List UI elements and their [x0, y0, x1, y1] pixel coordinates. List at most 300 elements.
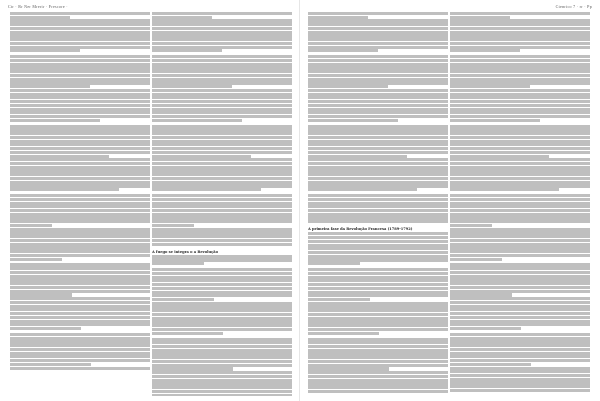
text-line [10, 293, 72, 296]
text-line [10, 282, 150, 285]
text-line [10, 271, 150, 274]
text-line [152, 205, 292, 208]
text-line [152, 96, 292, 99]
text-line [450, 93, 590, 96]
text-line [152, 235, 292, 238]
text-line [308, 151, 448, 154]
text-line [450, 348, 590, 351]
text-line [10, 194, 150, 197]
text-line [152, 143, 292, 146]
text-line [450, 205, 590, 208]
text-line [10, 367, 150, 370]
text-line [308, 188, 417, 191]
text-line [152, 38, 292, 41]
text-line [10, 27, 150, 30]
text-line [152, 298, 214, 301]
text-line [450, 239, 590, 242]
text-line [450, 340, 590, 343]
text-line [450, 162, 590, 165]
text-line [450, 16, 510, 19]
text-line [308, 100, 448, 103]
text-line [308, 213, 448, 216]
text-line [152, 34, 292, 37]
text-line [308, 31, 448, 34]
text-line [152, 320, 292, 323]
text-line [152, 294, 292, 297]
text-line [152, 74, 292, 77]
text-line [450, 115, 590, 118]
text-line [10, 243, 150, 246]
text-line [10, 162, 150, 165]
text-line [308, 386, 448, 389]
text-line [450, 282, 590, 285]
text-line [152, 63, 292, 66]
page-gutter [299, 0, 300, 401]
text-line [450, 246, 590, 249]
text-line [308, 119, 398, 122]
text-line [10, 297, 150, 300]
text-line [10, 323, 150, 326]
text-column-3 [308, 12, 448, 396]
text-line [152, 213, 292, 216]
text-line [450, 370, 590, 373]
text-line [10, 184, 150, 187]
text-line [152, 268, 292, 271]
text-line [308, 291, 448, 294]
text-line [450, 12, 590, 15]
text-line [308, 205, 448, 208]
text-line [308, 55, 448, 58]
text-line [308, 220, 448, 223]
text-line [10, 220, 150, 223]
text-line [152, 70, 292, 73]
text-line [308, 287, 448, 290]
text-line [450, 267, 590, 270]
text-line [10, 89, 150, 92]
text-line [152, 360, 292, 363]
text-line [450, 46, 590, 49]
text-line [308, 125, 448, 128]
text-line [152, 162, 292, 165]
text-line [152, 12, 292, 15]
text-line [152, 345, 292, 348]
text-line [152, 375, 292, 378]
text-line [308, 209, 448, 212]
text-line [308, 74, 448, 77]
text-line [308, 96, 448, 99]
text-line [10, 166, 150, 169]
text-line [308, 375, 448, 378]
text-line [152, 224, 194, 227]
text-line [450, 184, 590, 187]
text-line [10, 275, 150, 278]
text-line [10, 104, 150, 107]
text-line [152, 188, 261, 191]
text-line [10, 125, 150, 128]
text-line [10, 228, 150, 231]
text-line [308, 360, 448, 363]
text-line [10, 320, 150, 323]
text-line [308, 136, 448, 139]
text-line [308, 42, 448, 45]
text-line [308, 379, 448, 382]
text-line [152, 104, 292, 107]
text-line [152, 382, 292, 385]
text-line [450, 74, 590, 77]
text-line [152, 173, 292, 176]
text-line [450, 363, 531, 366]
text-line [450, 177, 590, 180]
text-line [450, 374, 590, 377]
text-line [152, 46, 292, 49]
text-line [10, 340, 150, 343]
text-line [152, 132, 292, 135]
text-line [10, 93, 150, 96]
text-line [10, 136, 150, 139]
text-line [308, 317, 448, 320]
text-line [450, 385, 590, 388]
text-line [450, 108, 590, 111]
text-line [308, 305, 448, 308]
text-line [450, 316, 590, 319]
text-line [308, 356, 448, 359]
text-line [450, 59, 590, 62]
text-line [152, 309, 292, 312]
text-line [308, 111, 448, 114]
text-line [308, 324, 448, 327]
text-line [152, 177, 292, 180]
text-line [308, 268, 448, 271]
text-line [450, 389, 590, 392]
text-line [152, 305, 292, 308]
text-column-1 [10, 12, 150, 396]
text-line [450, 188, 559, 191]
text-line [10, 31, 150, 34]
text-line [308, 349, 448, 352]
text-line [450, 286, 590, 289]
text-line [308, 255, 448, 258]
text-line [308, 49, 378, 52]
text-line [450, 243, 590, 246]
text-line [152, 279, 292, 282]
text-line [308, 313, 448, 316]
text-line [10, 333, 150, 336]
text-line [308, 236, 448, 239]
text-line [308, 332, 379, 335]
text-line [10, 34, 150, 37]
text-line [152, 371, 292, 374]
text-line [10, 147, 150, 150]
text-line [10, 348, 150, 351]
text-line [10, 177, 150, 180]
running-header-left: Ctr · Rr Ner Mrerir · Frescore · [8, 4, 68, 9]
text-line [450, 216, 590, 219]
text-line [152, 194, 292, 197]
text-line [152, 341, 292, 344]
text-line [308, 279, 448, 282]
text-line [308, 382, 448, 385]
text-line [10, 359, 150, 362]
text-line [450, 258, 502, 261]
text-line [308, 184, 448, 187]
text-line [450, 23, 590, 26]
text-line [450, 136, 590, 139]
running-header-right: Ctenrico 7 · rr · Pp [555, 4, 592, 9]
text-line [152, 302, 292, 305]
text-line [450, 158, 590, 161]
text-line [10, 111, 150, 114]
text-line [450, 359, 590, 362]
text-line [308, 390, 448, 393]
text-line [450, 355, 590, 358]
text-line [152, 216, 292, 219]
text-line [152, 125, 292, 128]
text-line [10, 198, 150, 201]
text-line [308, 81, 448, 84]
text-line [10, 224, 52, 227]
text-line [450, 55, 590, 58]
text-line [308, 155, 407, 158]
text-line [308, 181, 448, 184]
text-line [152, 166, 292, 169]
text-line [450, 290, 590, 293]
text-line [308, 23, 448, 26]
text-line [10, 169, 150, 172]
text-line [152, 202, 292, 205]
text-line [450, 381, 590, 384]
text-line [450, 119, 540, 122]
text-line [308, 173, 448, 176]
text-line [152, 16, 212, 19]
text-line [308, 166, 448, 169]
text-line [450, 143, 590, 146]
text-line [308, 262, 360, 265]
text-line [152, 332, 223, 335]
text-line [450, 308, 590, 311]
text-line [308, 70, 448, 73]
text-line [152, 81, 292, 84]
text-line [450, 209, 590, 212]
text-line [308, 202, 448, 205]
text-line [152, 386, 292, 389]
text-line [308, 132, 448, 135]
text-line [308, 12, 448, 15]
text-line [10, 305, 150, 308]
text-line [152, 181, 292, 184]
text-line [10, 70, 150, 73]
text-line [450, 194, 590, 197]
text-line [10, 344, 150, 347]
text-line [152, 276, 292, 279]
text-line [308, 63, 448, 66]
text-line [152, 89, 292, 92]
text-line [10, 63, 150, 66]
text-line [308, 177, 448, 180]
text-line [450, 220, 590, 223]
text-line [308, 272, 448, 275]
text-line [10, 128, 150, 131]
text-line [308, 34, 448, 37]
text-line [308, 345, 448, 348]
text-line [152, 100, 292, 103]
section-subtitle: A primeira fase da Revolução Francesa (1789-1792) [308, 227, 413, 232]
text-line [10, 119, 100, 122]
text-line [308, 115, 448, 118]
text-line [152, 338, 292, 341]
text-line [450, 278, 590, 281]
text-line [10, 235, 150, 238]
text-line [10, 213, 150, 216]
text-line [450, 275, 590, 278]
text-line [450, 85, 530, 88]
text-column-2 [152, 12, 292, 396]
text-line [450, 49, 520, 52]
text-line [10, 19, 150, 22]
text-line [450, 250, 590, 253]
text-line [152, 42, 292, 45]
text-line [10, 202, 150, 205]
text-line [450, 367, 590, 370]
text-line [152, 85, 232, 88]
text-line [10, 74, 150, 77]
text-line [308, 251, 448, 254]
text-line [152, 239, 292, 242]
text-line [450, 111, 590, 114]
text-line [10, 55, 150, 58]
text-line [152, 108, 292, 111]
text-line [308, 27, 448, 30]
text-line [450, 378, 590, 381]
text-line [152, 78, 292, 81]
text-line [152, 147, 292, 150]
text-line [10, 38, 150, 41]
text-line [308, 143, 448, 146]
text-line [450, 147, 590, 150]
text-line [450, 81, 590, 84]
text-line [10, 312, 150, 315]
text-line [10, 59, 150, 62]
text-line [308, 364, 448, 367]
text-column-4 [450, 12, 590, 396]
text-line [450, 169, 590, 172]
text-line [450, 181, 590, 184]
text-line [10, 355, 150, 358]
text-line [10, 301, 150, 304]
text-line [152, 136, 292, 139]
text-line [450, 297, 590, 300]
section-subtitle: A fuego se integra o a Revolução [152, 249, 218, 254]
text-line [308, 276, 448, 279]
text-line [308, 371, 448, 374]
text-line [450, 344, 590, 347]
text-line [450, 173, 590, 176]
text-line [308, 216, 448, 219]
text-line [10, 239, 150, 242]
text-line [450, 66, 590, 69]
text-line [10, 81, 150, 84]
text-line [450, 96, 590, 99]
text-line [10, 23, 150, 26]
text-line [308, 302, 448, 305]
text-line [10, 49, 80, 52]
text-line [10, 181, 150, 184]
text-line [450, 235, 590, 238]
text-line [10, 100, 150, 103]
text-line [10, 143, 150, 146]
text-line [10, 363, 91, 366]
text-line [450, 34, 590, 37]
text-line [152, 352, 292, 355]
text-line [152, 111, 292, 114]
text-line [450, 323, 590, 326]
text-line [152, 328, 292, 331]
text-line [10, 254, 150, 257]
text-line [450, 305, 590, 308]
text-line [450, 42, 590, 45]
text-line [450, 19, 590, 22]
text-line [10, 209, 150, 212]
text-line [152, 313, 292, 316]
text-line [450, 70, 590, 73]
text-line [10, 66, 150, 69]
text-line [152, 23, 292, 26]
text-line [450, 320, 590, 323]
text-line [152, 367, 233, 370]
text-line [308, 198, 448, 201]
text-line [308, 38, 448, 41]
text-line [152, 283, 292, 286]
text-line [450, 128, 590, 131]
text-line [10, 308, 150, 311]
text-line [308, 147, 448, 150]
text-line [308, 169, 448, 172]
text-line [308, 19, 448, 22]
text-line [10, 278, 150, 281]
text-line [308, 140, 448, 143]
text-line [450, 132, 590, 135]
text-line [10, 16, 70, 19]
text-line [152, 287, 292, 290]
text-line [10, 205, 150, 208]
text-line [450, 231, 590, 234]
text-line [10, 188, 119, 191]
text-line [152, 379, 292, 382]
text-line [10, 46, 150, 49]
text-line [450, 202, 590, 205]
text-line [308, 283, 448, 286]
text-line [10, 246, 150, 249]
text-line [152, 209, 292, 212]
text-line [10, 327, 81, 330]
text-line [450, 27, 590, 30]
text-line [152, 228, 292, 231]
text-line [152, 291, 292, 294]
text-line [308, 232, 448, 235]
text-line [10, 42, 150, 45]
text-line [152, 394, 292, 396]
text-line [308, 240, 448, 243]
text-line [152, 140, 292, 143]
text-line [152, 115, 292, 118]
text-line [450, 140, 590, 143]
text-line [450, 224, 492, 227]
text-line [450, 155, 549, 158]
text-line [450, 125, 590, 128]
text-line [152, 128, 292, 131]
text-line [308, 328, 448, 331]
text-line [10, 158, 150, 161]
text-line [308, 309, 448, 312]
